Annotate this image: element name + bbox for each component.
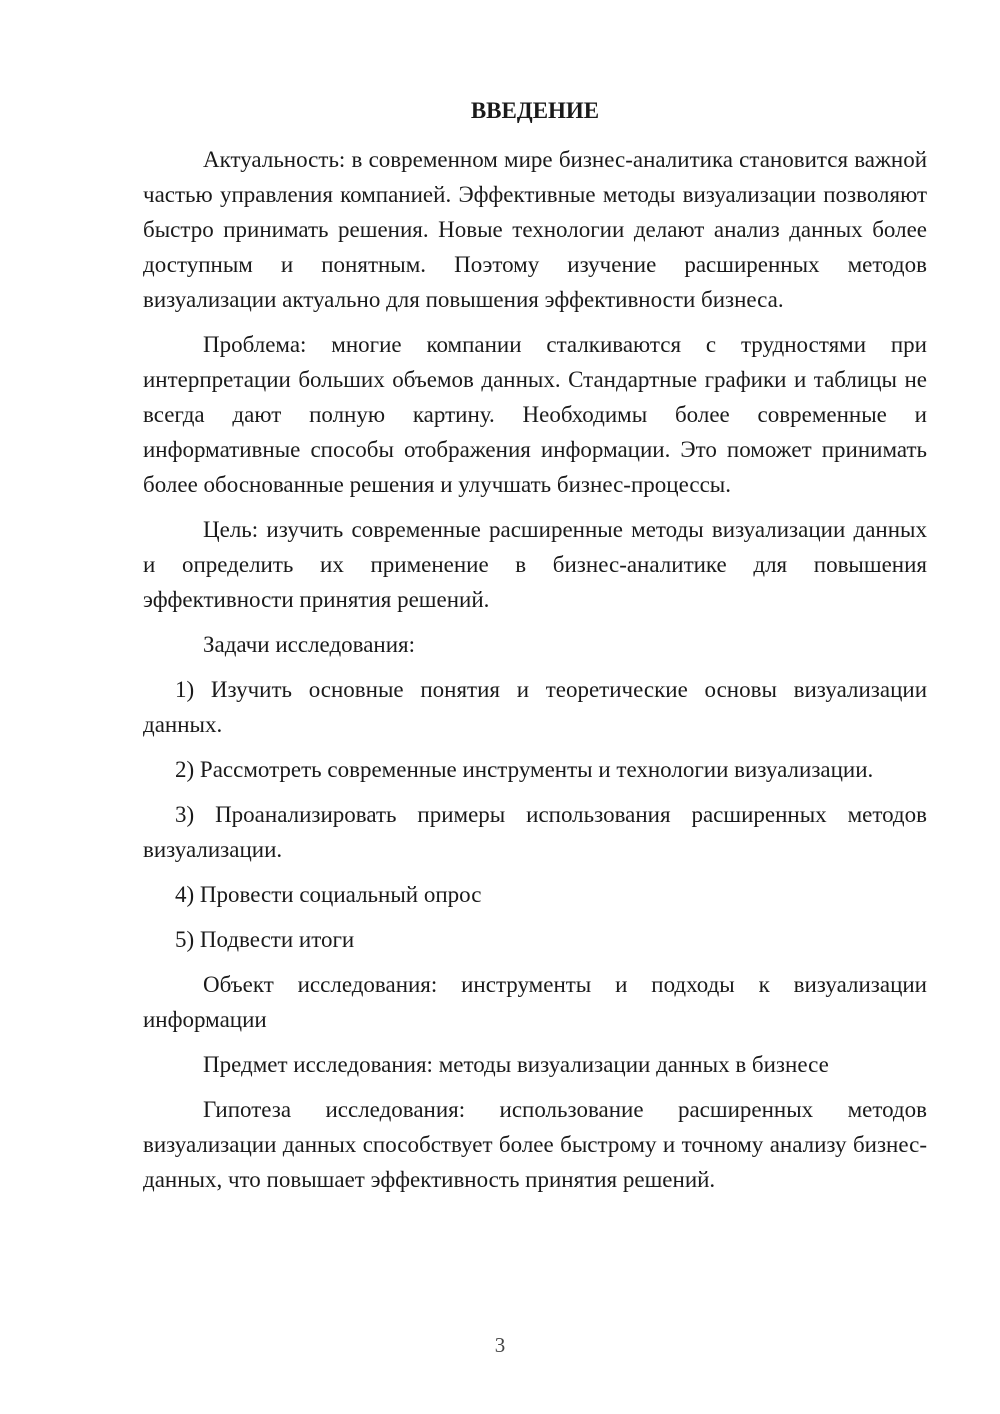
paragraph-relevance: Актуальность: в современном мире бизнес-аналитика становится важной частью управления компанией. Эффективные методы визуализации позволяют быстро принимать решения. Новые технологии делают анализ данных более доступным и понятным. Поэтому изучение расширенных методов визуализации актуально для повышения эффективности бизнеса.: [143, 147, 927, 312]
list-item: 5) Подвести итоги: [175, 927, 355, 952]
paragraph-object: Объект исследования: инструменты и подходы к визуализации информации: [143, 972, 927, 1032]
tasks-list: [143, 672, 927, 957]
paragraph-problem: Проблема: многие компании сталкиваются с трудностями при интерпретации больших объемов данных. Стандартные графики и таблицы не всегда дают полную картину. Необходимы более современные и информативные способы отображения информации. Это поможет принимать более обоснованные решения и улучшать бизнес-процессы.: [143, 332, 927, 497]
list-item: 3) Проанализировать примеры использования расширенных методов визуализации.: [143, 802, 927, 862]
tasks-heading: Задачи исследования:: [203, 632, 416, 657]
page-number: 3: [494, 1333, 506, 1357]
paragraph-subject: Предмет исследования: методы визуализации данных в бизнесе: [203, 1052, 829, 1077]
paragraph-goal: Цель: изучить современные расширенные методы визуализации данных и определить их применение в бизнес-аналитике для повышения эффективности принятия решений.: [143, 517, 927, 612]
list-item: 4) Провести социальный опрос: [175, 882, 482, 907]
list-item: 2) Рассмотреть современные инструменты и технологии визуализации.: [175, 757, 874, 782]
paragraph-hypothesis: Гипотеза исследования: использование расширенных методов визуализации данных способствует более быстрому и точному анализу бизнес-данных, что повышает эффективность принятия решений.: [143, 1097, 927, 1192]
list-item: 1) Изучить основные понятия и теоретические основы визуализации данных.: [143, 677, 927, 737]
page-title: ВВЕДЕНИЕ: [470, 98, 600, 123]
document-body: [143, 93, 927, 1207]
